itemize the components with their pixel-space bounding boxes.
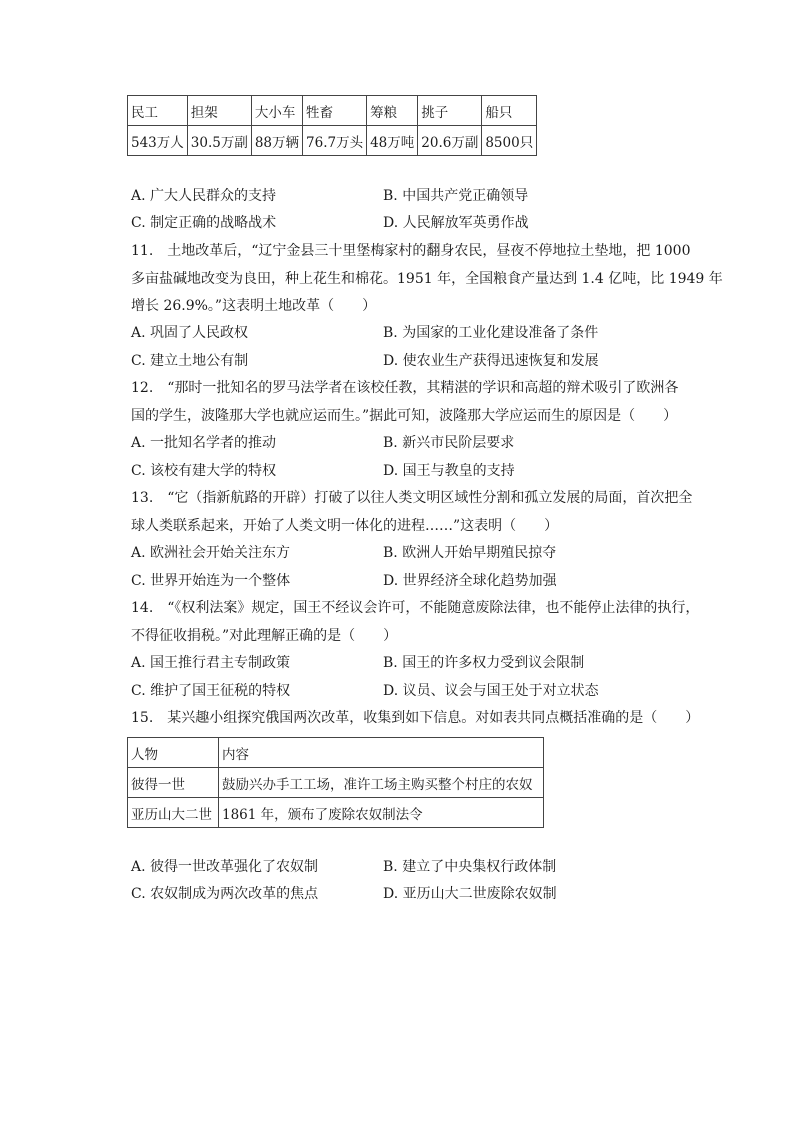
- table-cell: 30.5万副: [187, 126, 251, 156]
- q13-option-c: C. 世界开始连为一个整体: [131, 573, 291, 589]
- table-header-cell: 挑子: [418, 96, 482, 126]
- table-header-cell: 人物: [128, 738, 219, 768]
- q10-option-d: D. 人民解放军英勇作战: [383, 215, 529, 231]
- table-cell: 88万辆: [251, 126, 302, 156]
- q12-option-c: C. 该校有建大学的特权: [131, 463, 277, 479]
- table-cell: 鼓励兴办手工工场，准许工场主购买整个村庄的农奴: [219, 768, 544, 798]
- q15-option-d: D. 亚历山大二世废除农奴制: [383, 886, 557, 902]
- q13-stem-line2: 球人类联系起来，开始了人类文明一体化的进程……”这表明（ ）: [131, 518, 559, 534]
- q15-option-c: C. 农奴制成为两次改革的焦点: [131, 886, 319, 902]
- q11-stem-line3: 增长 26.9%。”这表明土地改革（ ）: [131, 298, 377, 314]
- table-header-cell: 担架: [187, 96, 251, 126]
- q11-stem-line1: 11. 土地改革后，“辽宁金县三十里堡梅家村的翻身农民，昼夜不停地拉土垫地，把 1000: [131, 243, 691, 259]
- q11-option-b: B. 为国家的工业化建设准备了条件: [383, 325, 599, 341]
- q11-option-d: D. 使农业生产获得迅速恢复和发展: [383, 353, 599, 369]
- table-cell: 48万吨: [367, 126, 418, 156]
- table-cell: 20.6万副: [418, 126, 482, 156]
- q15-option-a: A. 彼得一世改革强化了农奴制: [131, 859, 319, 875]
- q12-option-a: A. 一批知名学者的推动: [131, 435, 277, 451]
- russia-reform-table: [127, 737, 544, 828]
- table-row: [128, 768, 544, 798]
- q14-option-b: B. 国王的许多权力受到议会限制: [383, 655, 585, 671]
- table-cell: 彼得一世: [128, 768, 219, 798]
- table-header-cell: 筹粮: [367, 96, 418, 126]
- q13-stem-line1: 13. “它（指新航路的开辟）打破了以往人类文明区域性分割和孤立发展的局面，首次把全: [131, 490, 693, 506]
- q10-option-a: A. 广大人民群众的支持: [131, 188, 277, 204]
- table-header-row: [128, 96, 537, 126]
- q14-stem-line1: 14. “《权利法案》规定，国王不经议会许可，不能随意废除法律，也不能停止法律的执行，: [131, 600, 700, 616]
- q14-stem-line2: 不得征收捐税。”对此理解正确的是（ ）: [131, 628, 398, 644]
- table-header-cell: 船只: [482, 96, 537, 126]
- table-row: [128, 126, 537, 156]
- table-cell: 1861 年，颁布了废除农奴制法令: [219, 798, 544, 828]
- table-header-row: [128, 738, 544, 768]
- support-statistics-table: [127, 95, 537, 156]
- table-cell: 亚历山大二世: [128, 798, 219, 828]
- q13-option-d: D. 世界经济全球化趋势加强: [383, 573, 557, 589]
- q12-stem-line1: 12. “那时一批知名的罗马法学者在该校任教，其精湛的学识和高超的辩术吸引了欧洲各: [131, 380, 679, 396]
- q12-option-d: D. 国王与教皇的支持: [383, 463, 515, 479]
- q15-stem-line1: 15. 某兴趣小组探究俄国两次改革，收集到如下信息。对如表共同点概括准确的是（ ）: [131, 710, 700, 726]
- q14-option-a: A. 国王推行君主专制政策: [131, 655, 291, 671]
- q10-option-c: C. 制定正确的战略战术: [131, 215, 277, 231]
- q11-option-c: C. 建立土地公有制: [131, 353, 249, 369]
- q10-option-b: B. 中国共产党正确领导: [383, 188, 529, 204]
- table-header-cell: 民工: [128, 96, 188, 126]
- q15-option-b: B. 建立了中央集权行政体制: [383, 859, 557, 875]
- q12-option-b: B. 新兴市民阶层要求: [383, 435, 515, 451]
- table-header-cell: 牲畜: [303, 96, 367, 126]
- q13-option-a: A. 欧洲社会开始关注东方: [131, 545, 291, 561]
- q12-stem-line2: 国的学生，波隆那大学也就应运而生。”据此可知，波隆那大学应运而生的原因是（ ）: [131, 408, 678, 424]
- table-cell: 543万人: [128, 126, 188, 156]
- table-header-cell: 大小车: [251, 96, 302, 126]
- q13-option-b: B. 欧洲人开始早期殖民掠夺: [383, 545, 557, 561]
- table-header-cell: 内容: [219, 738, 544, 768]
- q14-option-d: D. 议员、议会与国王处于对立状态: [383, 683, 599, 699]
- q11-option-a: A. 巩固了人民政权: [131, 325, 249, 341]
- q14-option-c: C. 维护了国王征税的特权: [131, 683, 291, 699]
- table-row: [128, 798, 544, 828]
- table-cell: 8500只: [482, 126, 537, 156]
- table-cell: 76.7万头: [303, 126, 367, 156]
- q11-stem-line2: 多亩盐碱地改变为良田，种上花生和棉花。1951 年，全国粮食产量达到 1.4 亿吨，比 1949 年: [131, 271, 723, 287]
